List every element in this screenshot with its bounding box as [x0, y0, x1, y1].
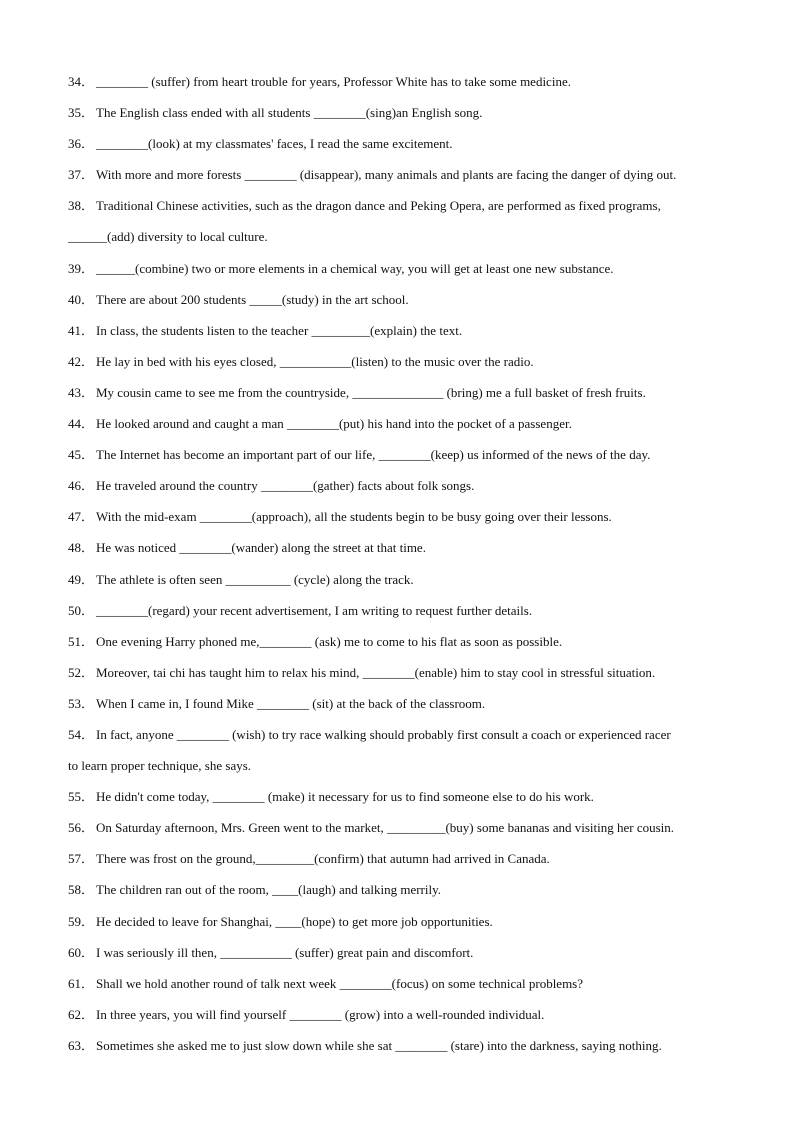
question-text: The athlete is often seen __________ (cycle) along the track.	[96, 571, 414, 587]
question-item	[68, 1030, 728, 1061]
question-text: Sometimes she asked me to just slow down while she sat ________ (stare) into the darkness, saying nothing.	[96, 1037, 662, 1053]
question-number: 42．	[68, 353, 95, 369]
question-item	[68, 501, 728, 532]
question-number: 56．	[68, 820, 95, 836]
question-text: I was seriously ill then, ___________ (suffer) great pain and discomfort.	[96, 944, 474, 960]
question-text: He looked around and caught a man ________(put) his hand into the pocket of a passenger.	[96, 416, 572, 432]
question-item	[68, 688, 728, 719]
question-list	[68, 66, 728, 1061]
question-item	[68, 843, 728, 874]
question-text: He was noticed ________(wander) along the street at that time.	[96, 540, 426, 556]
question-number: 37．	[68, 167, 95, 183]
question-number: 46．	[68, 478, 95, 494]
question-continuation: ______(add) diversity to local culture.	[68, 229, 268, 245]
question-item	[68, 128, 728, 159]
question-item	[68, 812, 728, 843]
question-text: There was frost on the ground,_________(confirm) that autumn had arrived in Canada.	[96, 851, 550, 867]
question-number: 41．	[68, 322, 95, 338]
question-text: The children ran out of the room, ____(laugh) and talking merrily.	[96, 882, 442, 898]
question-text: The English class ended with all students ________(sing)an English song.	[96, 105, 483, 121]
question-text: In fact, anyone ________ (wish) to try race walking should probably first consult a coach or experienced racer	[96, 726, 671, 742]
question-number: 43．	[68, 384, 95, 400]
question-number: 54．	[68, 726, 95, 742]
question-text: ________(regard) your recent advertisement, I am writing to request further details.	[96, 602, 533, 618]
question-number: 51．	[68, 633, 95, 649]
question-text: One evening Harry phoned me,________ (ask) me to come to his flat as soon as possible.	[96, 633, 563, 649]
question-number: 35．	[68, 105, 95, 121]
question-item	[68, 346, 728, 377]
question-continuation: to learn proper technique, she says.	[68, 758, 252, 774]
question-number: 44．	[68, 416, 95, 432]
question-item	[68, 190, 728, 252]
question-item	[68, 626, 728, 657]
question-number: 57．	[68, 851, 95, 867]
question-text: Traditional Chinese activities, such as the dragon dance and Peking Opera, are performed as fixed programs,	[96, 198, 661, 214]
question-item	[68, 470, 728, 501]
question-text: The Internet has become an important part of our life, ________(keep) us informed of the news of the day.	[96, 447, 651, 463]
question-number: 50．	[68, 602, 95, 618]
question-item	[68, 284, 728, 315]
question-number: 52．	[68, 664, 95, 680]
question-text: ______(combine) two or more elements in a chemical way, you will get at least one new substance.	[96, 260, 614, 276]
question-text: Shall we hold another round of talk next week ________(focus) on some technical problems?	[96, 975, 584, 991]
question-item	[68, 66, 728, 97]
question-number: 34．	[68, 74, 95, 89]
question-number: 40．	[68, 291, 95, 307]
question-number: 63．	[68, 1037, 95, 1053]
question-item	[68, 564, 728, 595]
question-number: 36．	[68, 136, 95, 152]
question-item	[68, 97, 728, 128]
question-text: ________ (suffer) from heart trouble for years, Professor White has to take some medicine.	[96, 74, 571, 89]
question-text: He didn't come today, ________ (make) it necessary for us to find someone else to do his work.	[96, 789, 594, 805]
question-item	[68, 253, 728, 284]
question-number: 53．	[68, 695, 95, 711]
question-text: My cousin came to see me from the countryside, ______________ (bring) me a full basket of fresh fruits.	[96, 384, 646, 400]
question-number: 38．	[68, 198, 95, 214]
question-number: 59．	[68, 913, 95, 929]
question-item	[68, 439, 728, 470]
question-number: 48．	[68, 540, 95, 556]
question-item	[68, 377, 728, 408]
question-text: In three years, you will find yourself ________ (grow) into a well-rounded individual.	[96, 1006, 545, 1022]
question-text: When I came in, I found Mike ________ (sit) at the back of the classroom.	[96, 695, 486, 711]
question-item	[68, 719, 728, 781]
question-text: With more and more forests ________ (disappear), many animals and plants are facing the danger of dying out.	[96, 167, 677, 183]
question-text: ________(look) at my classmates' faces, I read the same excitement.	[96, 136, 453, 152]
question-item	[68, 906, 728, 937]
question-text: In class, the students listen to the teacher _________(explain) the text.	[96, 322, 463, 338]
question-number: 45．	[68, 447, 95, 463]
question-item	[68, 595, 728, 626]
question-text: Moreover, tai chi has taught him to relax his mind, ________(enable) him to stay cool in stressful situation.	[96, 664, 656, 680]
question-item	[68, 781, 728, 812]
question-item	[68, 532, 728, 563]
question-number: 61．	[68, 975, 95, 991]
question-item	[68, 315, 728, 346]
question-number: 47．	[68, 509, 95, 525]
question-number: 62．	[68, 1006, 95, 1022]
question-item	[68, 968, 728, 999]
question-text: There are about 200 students _____(study) in the art school.	[96, 291, 409, 307]
question-text: He traveled around the country ________(gather) facts about folk songs.	[96, 478, 475, 494]
question-number: 39．	[68, 260, 95, 276]
question-text: On Saturday afternoon, Mrs. Green went to the market, _________(buy) some bananas and visiting her cousin.	[96, 820, 675, 836]
question-item	[68, 159, 728, 190]
question-item	[68, 937, 728, 968]
question-text: He lay in bed with his eyes closed, ___________(listen) to the music over the radio.	[96, 353, 534, 369]
question-number: 58．	[68, 882, 95, 898]
question-text: He decided to leave for Shanghai, ____(hope) to get more job opportunities.	[96, 913, 493, 929]
question-number: 49．	[68, 571, 95, 587]
question-item	[68, 999, 728, 1030]
question-text: With the mid-exam ________(approach), all the students begin to be busy going over their lessons.	[96, 509, 612, 525]
question-number: 55．	[68, 789, 95, 805]
question-item	[68, 408, 728, 439]
question-item	[68, 874, 728, 905]
question-item	[68, 657, 728, 688]
question-number: 60．	[68, 944, 95, 960]
